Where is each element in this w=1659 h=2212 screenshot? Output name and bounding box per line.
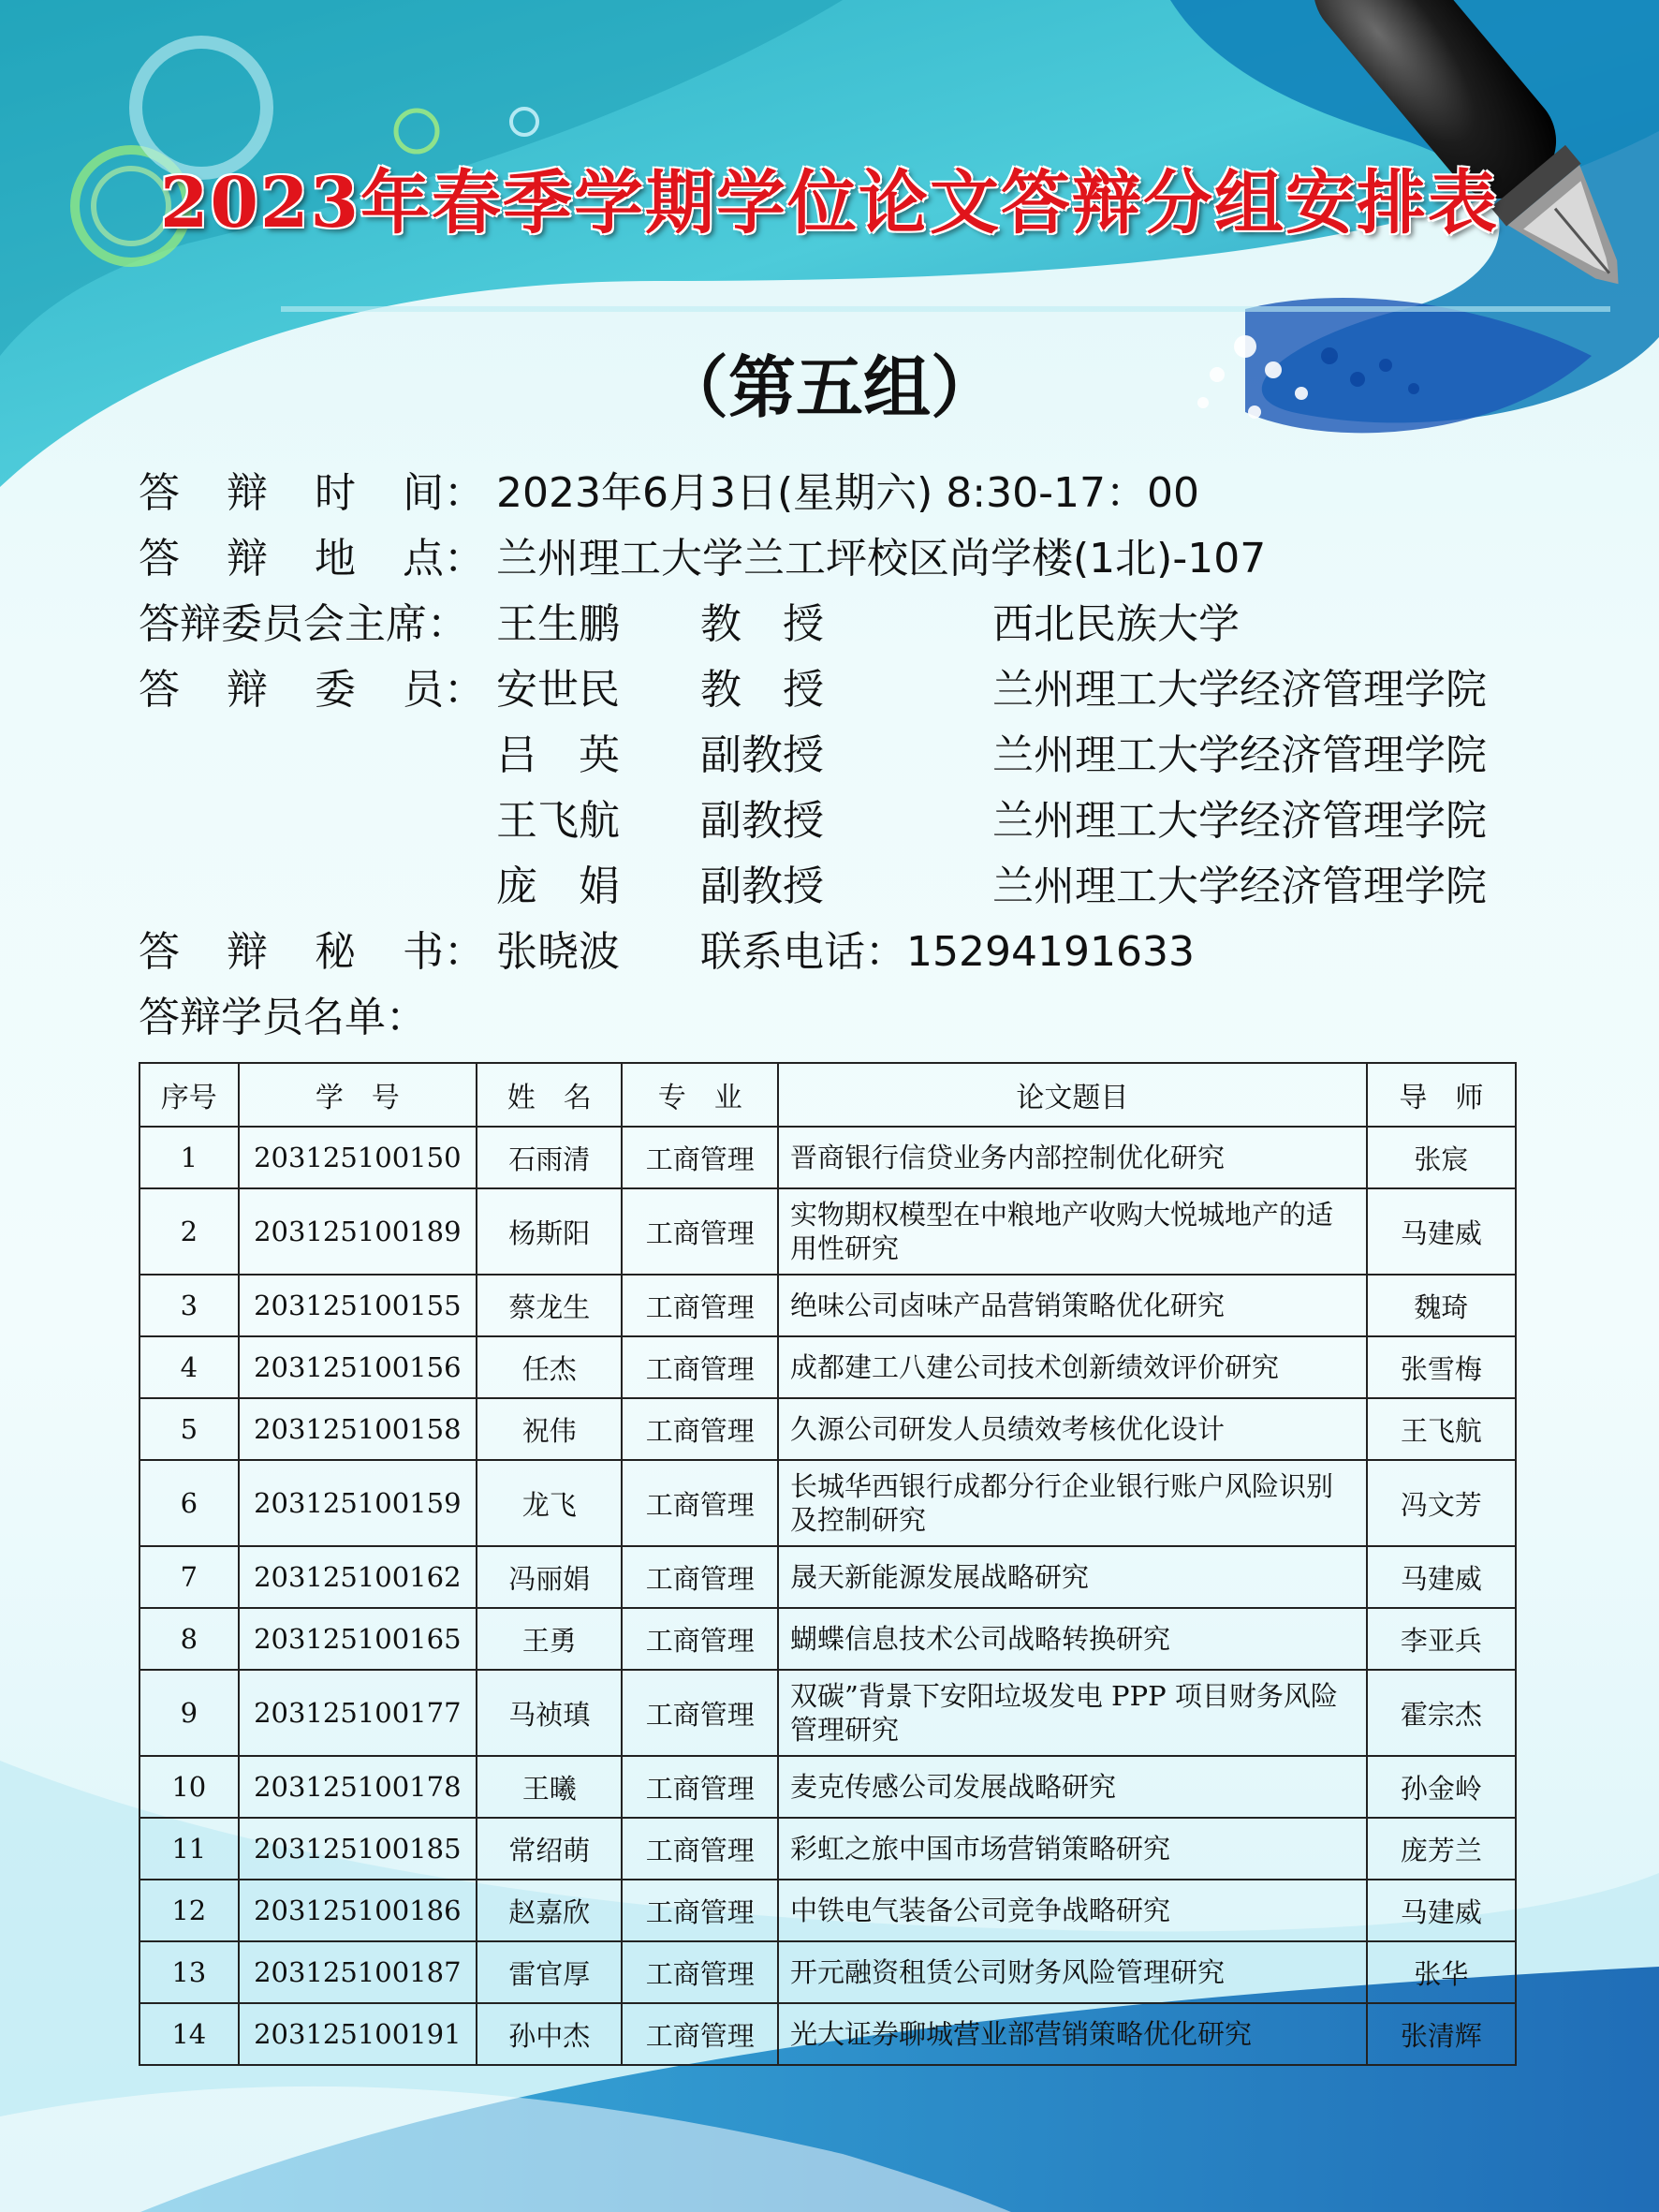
- member-title: 副教授: [700, 797, 824, 845]
- cell-student-id: 203125100158: [239, 1398, 477, 1460]
- cell-name: 马祯瑱: [477, 1670, 622, 1756]
- cell-major: 工商管理: [622, 1941, 778, 2003]
- students-list-label: 答辩学员名单：: [139, 994, 427, 1041]
- member-unit: 兰州理工大学经济管理学院: [992, 797, 1487, 845]
- contact-phone: [700, 920, 1195, 985]
- member-title: 教 授: [700, 666, 824, 714]
- cell-major: 工商管理: [622, 1398, 778, 1460]
- cell-student-id: 203125100162: [239, 1546, 477, 1608]
- table-row: [139, 1460, 1516, 1546]
- cell-number: 8: [139, 1608, 239, 1670]
- table-row: [139, 1818, 1516, 1880]
- cell-advisor: 马建威: [1367, 1546, 1516, 1608]
- secretary-row: [0, 920, 1659, 985]
- header-number: 序号: [139, 1063, 239, 1127]
- cell-name: 祝伟: [477, 1398, 622, 1460]
- cell-advisor: 孙金岭: [1367, 1756, 1516, 1818]
- cell-thesis-title: 绝味公司卤味产品营销策略优化研究: [778, 1275, 1367, 1336]
- defense-place-value: 兰州理工大学兰工坪校区尚学楼(1北)-107: [496, 535, 1267, 582]
- cell-name: 王勇: [477, 1608, 622, 1670]
- cell-advisor: 李亚兵: [1367, 1608, 1516, 1670]
- cell-advisor: 张清辉: [1367, 2003, 1516, 2065]
- chair-title: 教 授: [700, 600, 824, 648]
- member-unit: 兰州理工大学经济管理学院: [992, 666, 1487, 714]
- student-list-table: [139, 1062, 1517, 2066]
- page-title: 2023年春季学期学位论文答辩分组安排表: [160, 163, 1499, 243]
- cell-number: 14: [139, 2003, 239, 2065]
- cell-student-id: 203125100189: [239, 1188, 477, 1275]
- cell-name: 雷官厚: [477, 1941, 622, 2003]
- cell-thesis-title: 久源公司研发人员绩效考核优化设计: [778, 1398, 1367, 1460]
- cell-advisor: 张华: [1367, 1941, 1516, 2003]
- committee-members-label: 答 辩 委 员：: [139, 666, 485, 714]
- cell-advisor: 马建威: [1367, 1880, 1516, 1941]
- table-row: [139, 1188, 1516, 1275]
- cell-thesis-title: 晟天新能源发展战略研究: [778, 1546, 1367, 1608]
- table-row: [139, 1398, 1516, 1460]
- cell-thesis-title: 晋商银行信贷业务内部控制优化研究: [778, 1127, 1367, 1188]
- cell-advisor: 马建威: [1367, 1188, 1516, 1275]
- cell-student-id: 203125100178: [239, 1756, 477, 1818]
- cell-name: 任杰: [477, 1336, 622, 1398]
- member-name: 安世民: [496, 666, 620, 714]
- cell-thesis-title: 开元融资租赁公司财务风险管理研究: [778, 1941, 1367, 2003]
- cell-number: 12: [139, 1880, 239, 1941]
- table-row: [139, 1546, 1516, 1608]
- phone-label: 联系电话：: [700, 928, 906, 976]
- defense-time-value: 2023年6月3日(星期六) 8:30-17：00: [496, 469, 1199, 517]
- cell-student-id: 203125100159: [239, 1460, 477, 1546]
- cell-major: 工商管理: [622, 1818, 778, 1880]
- header-student-id: 学 号: [239, 1063, 477, 1127]
- secretary-name: 张晓波: [496, 928, 620, 976]
- cell-advisor: 冯文芳: [1367, 1460, 1516, 1546]
- cell-name: 孙中杰: [477, 2003, 622, 2065]
- table-row: [139, 1880, 1516, 1941]
- cell-major: 工商管理: [622, 1670, 778, 1756]
- cell-advisor: 庞芳兰: [1367, 1818, 1516, 1880]
- cell-student-id: 203125100191: [239, 2003, 477, 2065]
- cell-student-id: 203125100155: [239, 1275, 477, 1336]
- cell-major: 工商管理: [622, 1546, 778, 1608]
- cell-number: 11: [139, 1818, 239, 1880]
- cell-major: 工商管理: [622, 1756, 778, 1818]
- table-row: [139, 1127, 1516, 1188]
- committee-member-row: [0, 854, 1659, 920]
- cell-advisor: 张雪梅: [1367, 1336, 1516, 1398]
- phone-number: 15294191633: [906, 928, 1195, 976]
- defense-time-label: 答 辩 时 间：: [139, 469, 485, 517]
- cell-thesis-title: 实物期权模型在中粮地产收购大悦城地产的适用性研究: [778, 1188, 1367, 1275]
- table-row: [139, 1336, 1516, 1398]
- header-major: 专 业: [622, 1063, 778, 1127]
- cell-number: 7: [139, 1546, 239, 1608]
- cell-number: 6: [139, 1460, 239, 1546]
- header-advisor: 导 师: [1367, 1063, 1516, 1127]
- committee-member-row: [0, 789, 1659, 854]
- cell-student-id: 203125100165: [239, 1608, 477, 1670]
- cell-thesis-title: 彩虹之旅中国市场营销策略研究: [778, 1818, 1367, 1880]
- cell-name: 杨斯阳: [477, 1188, 622, 1275]
- member-name: 王飞航: [496, 797, 620, 845]
- cell-thesis-title: 蝴蝶信息技术公司战略转换研究: [778, 1608, 1367, 1670]
- group-subtitle: （第五组）: [660, 348, 998, 427]
- table-row: [139, 1670, 1516, 1756]
- chair-name: 王生鹏: [496, 600, 620, 648]
- member-name: 吕 英: [496, 731, 620, 779]
- cell-name: 王曦: [477, 1756, 622, 1818]
- member-unit: 兰州理工大学经济管理学院: [992, 731, 1487, 779]
- member-name: 庞 娟: [496, 863, 620, 910]
- cell-number: 2: [139, 1188, 239, 1275]
- table-row: [139, 1608, 1516, 1670]
- cell-major: 工商管理: [622, 1127, 778, 1188]
- cell-name: 龙飞: [477, 1460, 622, 1546]
- cell-major: 工商管理: [622, 1880, 778, 1941]
- cell-major: 工商管理: [622, 1460, 778, 1546]
- secretary-label: 答 辩 秘 书：: [139, 928, 485, 976]
- committee-member-row: [0, 723, 1659, 789]
- cell-number: 5: [139, 1398, 239, 1460]
- cell-major: 工商管理: [622, 1188, 778, 1275]
- cell-number: 13: [139, 1941, 239, 2003]
- table-row: [139, 1756, 1516, 1818]
- cell-thesis-title: 麦克传感公司发展战略研究: [778, 1756, 1367, 1818]
- cell-student-id: 203125100187: [239, 1941, 477, 2003]
- cell-name: 赵嘉欣: [477, 1880, 622, 1941]
- defense-place-row: [0, 526, 1659, 592]
- header-name: 姓 名: [477, 1063, 622, 1127]
- cell-major: 工商管理: [622, 2003, 778, 2065]
- cell-name: 冯丽娟: [477, 1546, 622, 1608]
- committee-member-row: [0, 657, 1659, 723]
- cell-advisor: 张宸: [1367, 1127, 1516, 1188]
- cell-advisor: 王飞航: [1367, 1398, 1516, 1460]
- cell-name: 常绍萌: [477, 1818, 622, 1880]
- cell-name: 蔡龙生: [477, 1275, 622, 1336]
- cell-major: 工商管理: [622, 1336, 778, 1398]
- cell-student-id: 203125100185: [239, 1818, 477, 1880]
- cell-student-id: 203125100186: [239, 1880, 477, 1941]
- cell-student-id: 203125100156: [239, 1336, 477, 1398]
- cell-number: 10: [139, 1756, 239, 1818]
- defense-place-label: 答 辩 地 点：: [139, 535, 485, 582]
- member-unit: 兰州理工大学经济管理学院: [992, 863, 1487, 910]
- committee-chair-row: [0, 592, 1659, 657]
- cell-number: 4: [139, 1336, 239, 1398]
- cell-thesis-title: 双碳”背景下安阳垃圾发电 PPP 项目财务风险管理研究: [778, 1670, 1367, 1756]
- chair-unit: 西北民族大学: [992, 600, 1240, 648]
- table-header-row: [139, 1063, 1516, 1127]
- member-title: 副教授: [700, 863, 824, 910]
- member-title: 副教授: [700, 731, 824, 779]
- cell-advisor: 魏琦: [1367, 1275, 1516, 1336]
- cell-number: 3: [139, 1275, 239, 1336]
- cell-advisor: 霍宗杰: [1367, 1670, 1516, 1756]
- cell-major: 工商管理: [622, 1275, 778, 1336]
- defense-time-row: [0, 461, 1659, 526]
- table-row: [139, 1941, 1516, 2003]
- cell-number: 9: [139, 1670, 239, 1756]
- students-heading-row: [0, 985, 1659, 1051]
- cell-thesis-title: 长城华西银行成都分行企业银行账户风险识别及控制研究: [778, 1460, 1367, 1546]
- header-thesis-title: 论文题目: [778, 1063, 1367, 1127]
- cell-number: 1: [139, 1127, 239, 1188]
- cell-thesis-title: 成都建工八建公司技术创新绩效评价研究: [778, 1336, 1367, 1398]
- table-row: [139, 2003, 1516, 2065]
- cell-major: 工商管理: [622, 1608, 778, 1670]
- cell-name: 石雨清: [477, 1127, 622, 1188]
- committee-chair-label: 答辩委员会主席：: [139, 600, 468, 648]
- cell-student-id: 203125100150: [239, 1127, 477, 1188]
- cell-thesis-title: 中铁电气装备公司竞争战略研究: [778, 1880, 1367, 1941]
- table-row: [139, 1275, 1516, 1336]
- cell-thesis-title: 光大证券聊城营业部营销策略优化研究: [778, 2003, 1367, 2065]
- cell-student-id: 203125100177: [239, 1670, 477, 1756]
